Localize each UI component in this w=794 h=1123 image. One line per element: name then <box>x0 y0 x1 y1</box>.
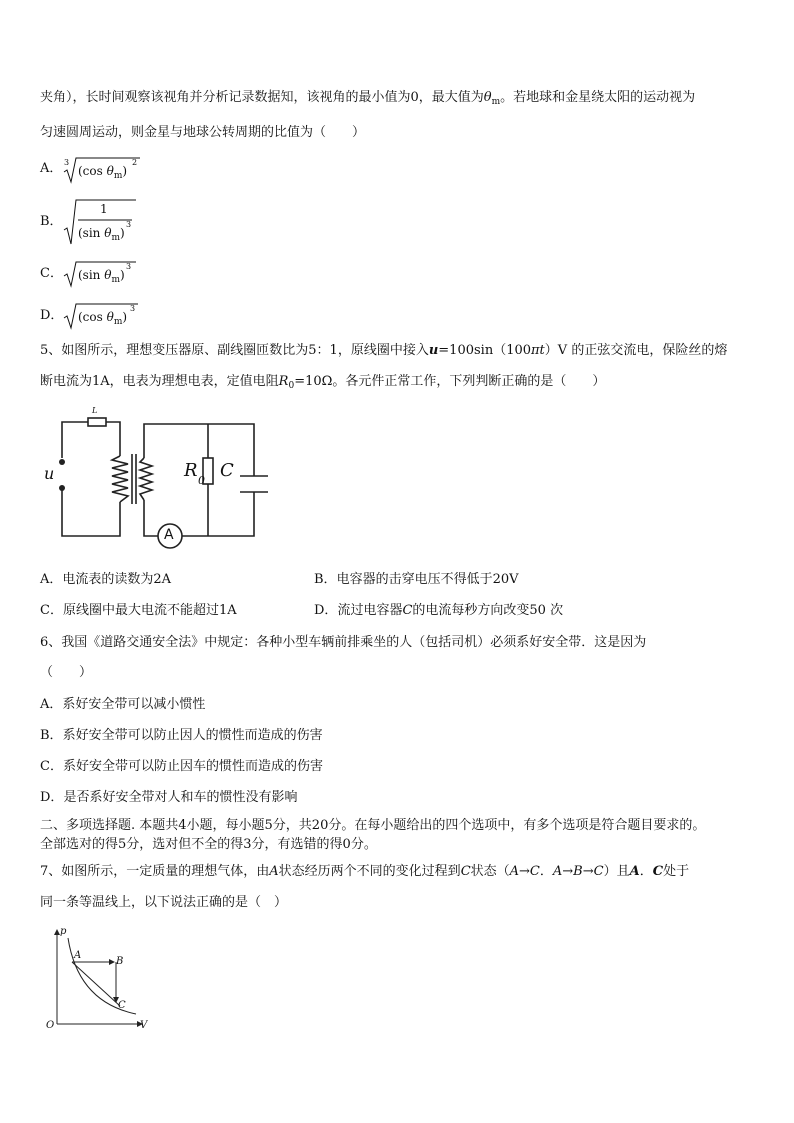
q5-line-1 <box>40 342 727 360</box>
option-text: 流过电容器 <box>337 603 403 618</box>
point-c-label: C <box>118 1000 126 1011</box>
q7-text: 7、如图所示，一定质量的理想气体，由 <box>40 864 270 879</box>
point-b-label: B <box>116 956 124 967</box>
pv-diagram <box>40 924 160 1036</box>
q5-text: =100sin（100 <box>438 343 532 358</box>
diagram-c-label: C <box>220 460 234 481</box>
q6-option-c[interactable] <box>40 758 323 776</box>
axis-v-label: V <box>140 1020 148 1031</box>
q5-line-2 <box>40 373 605 395</box>
q7-line-1 <box>40 863 689 881</box>
q5-option-b[interactable] <box>314 571 519 589</box>
q4-option-b-radical <box>62 196 138 248</box>
option-d-power: 3 <box>130 304 136 313</box>
q7-text: ． <box>639 864 653 879</box>
q4-option-c-label[interactable]: C． <box>40 266 63 281</box>
q5-option-a[interactable] <box>40 571 171 589</box>
point-a-label: A <box>74 950 82 961</box>
c-symbol: C <box>460 864 471 879</box>
c-symbol: C <box>652 864 664 879</box>
option-text: 的电流每秒方向改变50 次 <box>412 603 564 618</box>
q4-line-1 <box>40 89 695 111</box>
section-2-line-1: 二、多项选择题. 本题共4小题，每小题5分，共20分。在每小题给出的四个选项中，有多个选项是符合题目要求的。 <box>40 818 706 833</box>
root-index: 3 <box>64 158 70 167</box>
q4-text: 夹角），长时间观察该视角并分析记录数据知，该视角的最小值为0，最大值为 <box>40 90 484 105</box>
q6-line-1: 6、我国《道路交通安全法》中规定：各种小型车辆前排乘坐的人（包括司机）必须系好安全带．这是因为 <box>40 635 647 650</box>
q6-option-b[interactable] <box>40 727 323 745</box>
q6-option-d[interactable] <box>40 789 297 807</box>
origin-label: O <box>46 1020 55 1031</box>
theta-subscript: m <box>491 97 501 107</box>
q7-text: 状态经历两个不同的变化过程到 <box>278 864 461 879</box>
option-label: A． <box>40 572 63 587</box>
u-symbol: u <box>428 343 439 358</box>
process-abc: A→B→C <box>552 864 604 879</box>
option-b-expr: (sin $\theta_m$) <box>78 226 125 243</box>
option-text: 原线圈中最大电流不能超过1A <box>62 603 237 618</box>
option-text: 电容器的击穿电压不得低于20V <box>336 572 519 587</box>
option-text: 电流表的读数为2A <box>62 572 172 587</box>
option-text: 系好安全带可以防止因人的惯性而造成的伤害 <box>62 728 323 743</box>
q4-option-c-radical <box>62 258 138 290</box>
option-text: 系好安全带可以减小惯性 <box>62 697 206 712</box>
a-symbol: A <box>269 864 279 879</box>
q4-option-d-label[interactable]: D． <box>40 308 64 323</box>
q6-line-2: （ ） <box>40 665 93 680</box>
q4-text: 。若地球和金星绕太阳的运动视为 <box>500 90 696 105</box>
q7-text: ）且 <box>603 864 630 879</box>
circuit-diagram <box>40 408 270 558</box>
q4-option-a-radical <box>62 154 142 186</box>
r-subscript: 0 <box>288 381 295 391</box>
diagram-fuse-label: L <box>92 406 98 415</box>
q5-option-d[interactable] <box>314 602 563 620</box>
q4-option-b-label[interactable]: B． <box>40 214 63 229</box>
q4-option-d-radical <box>62 300 140 332</box>
q6-option-a[interactable] <box>40 696 205 714</box>
transformer-circuit-icon <box>40 408 270 558</box>
option-label: B． <box>314 572 337 587</box>
option-label: B． <box>40 728 63 743</box>
option-label: D． <box>40 790 64 805</box>
r-symbol: R <box>278 374 289 389</box>
q4-line-2: 匀速圆周运动，则金星与地球公转周期的比值为（ ） <box>40 125 366 140</box>
q7-text: 状态（ <box>470 864 510 879</box>
process-ac: A→C <box>509 864 540 879</box>
diagram-r-label: R <box>184 460 198 481</box>
q5-text: 断电流为1A，电表为理想电表，定值电阻 <box>40 374 279 389</box>
option-c-power: 3 <box>126 262 132 271</box>
pi-t-symbol: πt <box>531 343 545 358</box>
option-d-expr: (cos $\theta_m$) <box>78 310 128 327</box>
option-label: C． <box>40 603 63 618</box>
diagram-ammeter-label: A <box>164 527 174 543</box>
option-a-power: 2 <box>132 158 138 167</box>
option-b-numerator: 1 <box>100 202 108 216</box>
q7-text: 处于 <box>663 864 690 879</box>
q5-option-c[interactable] <box>40 602 237 620</box>
axis-p-label: p <box>60 926 67 937</box>
q5-text: =10Ω。各元件正常工作，下列判断正确的是（ ） <box>294 374 606 389</box>
option-text: 系好安全带可以防止因车的惯性而造成的伤害 <box>62 759 323 774</box>
option-label: C． <box>40 759 63 774</box>
q7-line-2: 同一条等温线上，以下说法正确的是（ ） <box>40 895 288 910</box>
q7-text: ． <box>539 864 553 879</box>
option-label: A． <box>40 697 63 712</box>
option-c-expr: (sin $\theta_m$) <box>78 268 125 285</box>
q5-text: ）V 的正弦交流电，保险丝的熔 <box>544 343 728 358</box>
diagram-r-subscript: 0 <box>198 474 205 487</box>
q5-text: 5、如图所示，理想变压器原、副线圈匝数比为5：1，原线圈中接入 <box>40 343 429 358</box>
option-a-expr: (cos $\theta_m$) <box>78 164 128 181</box>
diagram-u-label: u <box>44 464 55 483</box>
option-label: D． <box>314 603 338 618</box>
q4-option-a-label[interactable]: A． <box>40 161 63 176</box>
section-2-line-2: 全部选对的得5分，选对但不全的得3分，有选错的得0分。 <box>40 837 377 852</box>
option-text: 是否系好安全带对人和车的惯性没有影响 <box>63 790 298 805</box>
c-symbol: C <box>402 603 413 618</box>
option-b-power: 3 <box>126 220 132 229</box>
a-symbol: A <box>629 864 640 879</box>
theta-symbol: θ <box>483 90 492 105</box>
